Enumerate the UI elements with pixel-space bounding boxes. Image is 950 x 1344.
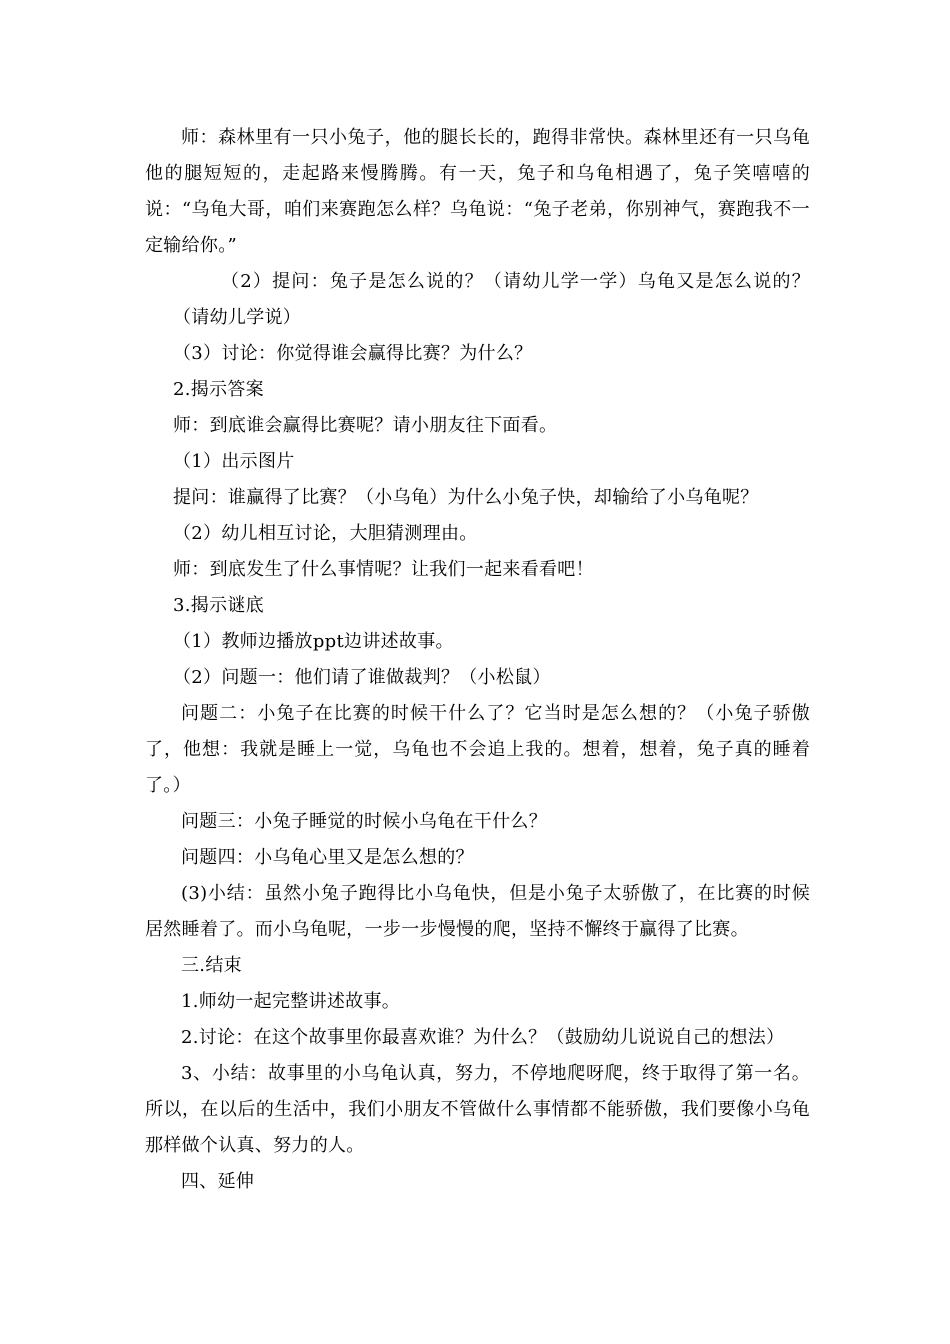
teacher-paragraph: 师：到底发生了什么事情呢？让我们一起来看看吧！: [173, 559, 594, 580]
summary-paragraph: (3)小结：虽然小兔子跑得比小乌龟快，但是小兔子太骄傲了，在比赛的时候居然睡着了。而小乌龟呢，一步一步慢慢的爬，坚持不懈终于赢得了比赛。: [145, 883, 810, 940]
question-paragraph: （2）问题一：他们请了谁做裁判？（小松鼠）: [173, 667, 551, 688]
question-paragraph: 问题二：小兔子在比赛的时候干什么了？它当时是怎么想的？（小兔子骄傲了，他想：我就是睡上一觉，乌龟也不会追上我的。想着，想着，兔子真的睡着了。）: [145, 703, 810, 796]
section-heading: 三.结束: [181, 955, 242, 976]
document-body: [145, 120, 810, 1200]
question-paragraph: 问题四：小乌龟心里又是怎么想的？: [181, 847, 474, 868]
question-paragraph: 提问：谁赢得了比赛？（小乌龟）为什么小兔子快，却输给了小乌龟呢？: [173, 487, 759, 508]
section-heading: 2.揭示答案: [173, 379, 264, 400]
step-paragraph: （1）出示图片: [173, 451, 295, 472]
discussion-paragraph: 2.讨论：在这个故事里你最喜欢谁？为什么？（鼓励幼儿说说自己的想法）: [181, 1027, 785, 1048]
step-paragraph: （2）幼儿相互讨论，大胆猜测理由。: [173, 523, 478, 544]
story-paragraph: 师：森林里有一只小兔子，他的腿长长的，跑得非常快。森林里还有一只乌龟他的腿短短的，走起路来慢腾腾。有一天，兔子和乌龟相遇了，兔子笑嘻嘻的说：“乌龟大哥，咱们来赛跑怎么样？乌龟说：“兔子老弟，你别神气，赛跑我不一定输给你。”: [145, 127, 810, 256]
discussion-paragraph: （3）讨论：你觉得谁会赢得比赛？为什么？: [173, 343, 533, 364]
question-paragraph: （2）提问：兔子是怎么说的？（请幼儿学一学）乌龟又是怎么说的？（请幼儿学说）: [173, 271, 810, 328]
summary-paragraph: 3、小结：故事里的小乌龟认真，努力，不停地爬呀爬，终于取得了第一名。所以，在以后的生活中，我们小朋友不管做什么事情都不能骄傲，我们要像小乌龟那样做个认真、努力的人。: [145, 1063, 810, 1156]
section-heading: 四、延伸: [181, 1171, 255, 1192]
teacher-paragraph: 师：到底谁会赢得比赛呢？请小朋友往下面看。: [173, 415, 558, 436]
section-heading: 3.揭示谜底: [173, 595, 264, 616]
question-paragraph: 问题三：小兔子睡觉的时候小乌龟在干什么？: [181, 811, 547, 832]
step-paragraph: 1.师幼一起完整讲述故事。: [181, 991, 401, 1012]
step-paragraph: （1）教师边播放ppt边讲述故事。: [173, 631, 454, 652]
